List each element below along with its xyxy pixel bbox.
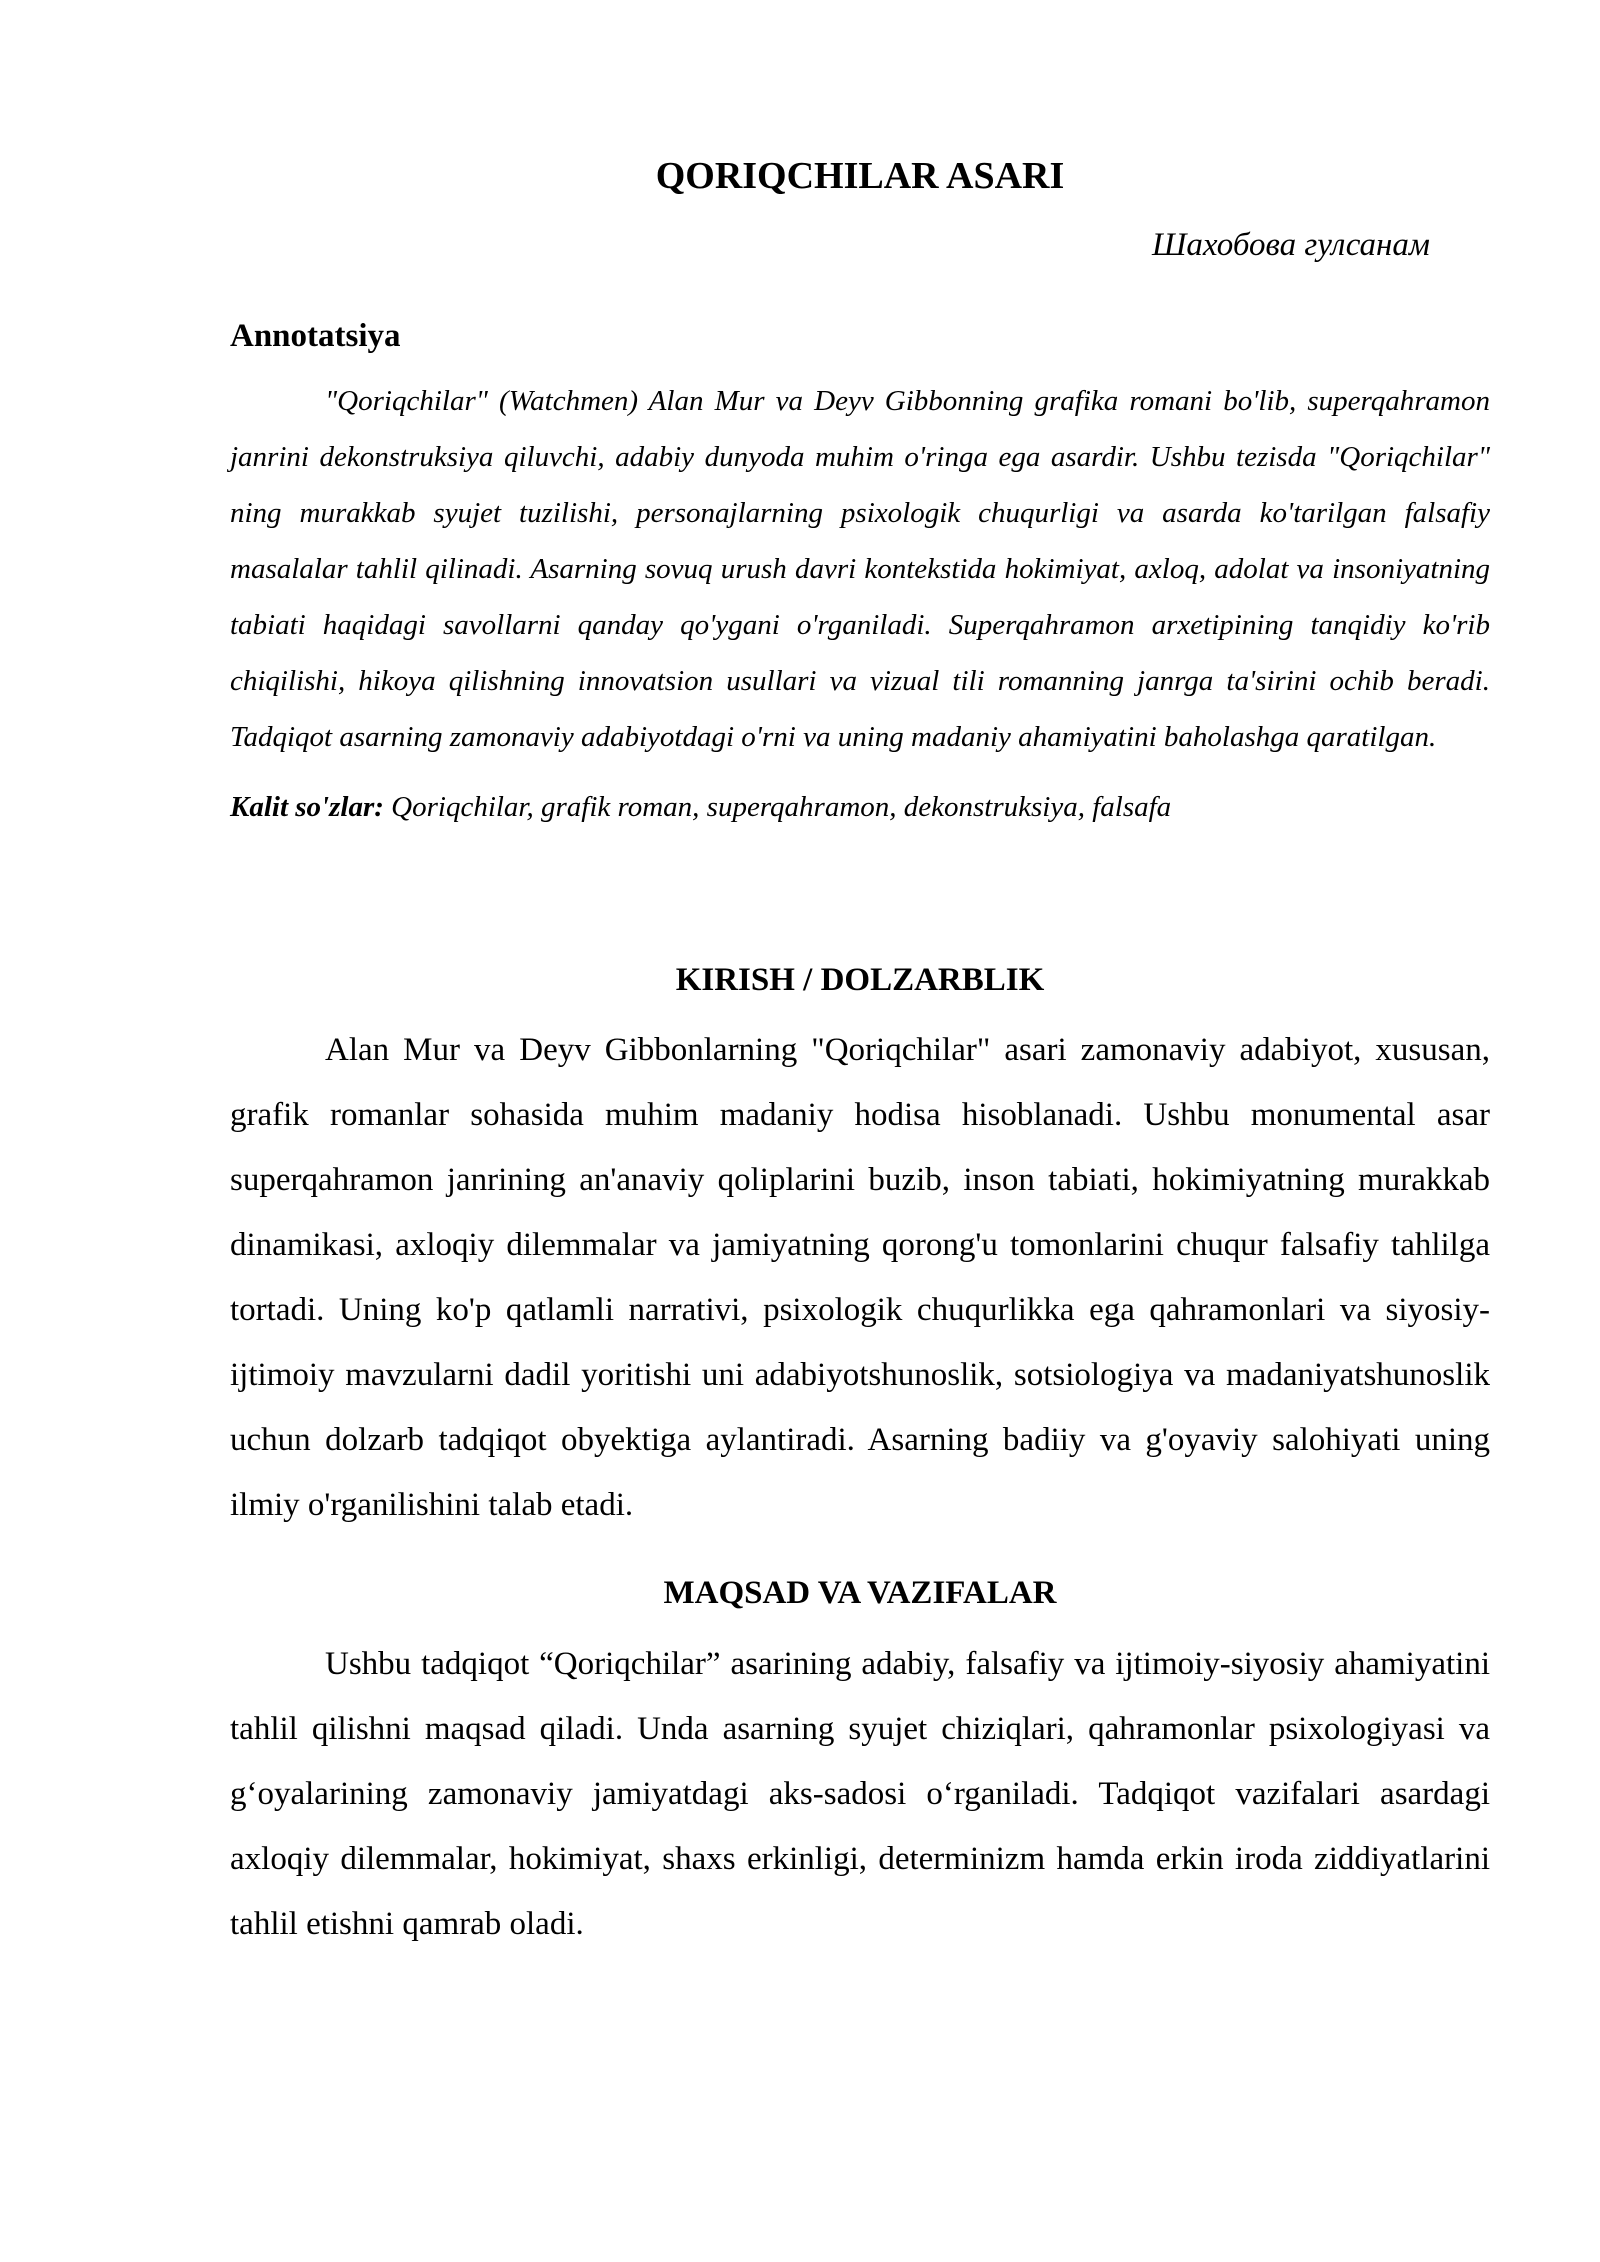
keywords-line xyxy=(230,779,1490,835)
section-text-introduction: Alan Mur va Deyv Gibbonlarning "Qoriqchilar" asari zamonaviy adabiyot, xususan, grafik romanlar sohasida muhim madaniy hodisa hisoblanadi. Ushbu monumental asar superqahramon janrining an'anaviy qoliplarini buzib, inson tabiati, hokimiyatning murakkab dinamikasi, axloqiy dilemmalar va jamiyatning qorong'u tomonlarini chuqur falsafiy tahlilga tortadi. Uning ko'p qatlamli narrativi, psixologik chuqurlikka ega qahramonlari va siyosiy-ijtimoiy mavzularni dadil yoritishi uni adabiyotshunoslik, sotsiologiya va madaniyatshunoslik uchun dolzarb tadqiqot obyektiga aylantiradi. Asarning badiiy va g'oyaviy salohiyati uning ilmiy o'rganilishini talab etadi. xyxy=(230,1032,1490,1524)
section-text-goals: Ushbu tadqiqot “Qoriqchilar” asarining adabiy, falsafiy va ijtimoiy-siyosiy ahamiyatini tahlil qilishni maqsad qiladi. Unda asarning syujet chiziqlari, qahramonlar psixologiyasi va g‘oyalarining zamonaviy jamiyatdagi aks-sadosi o‘rganiladi. Tadqiqot vazifalari asardagi axloqiy dilemmalar, hokimiyat, shaxs erkinligi, determinizm hamda erkin iroda ziddiyatlarini tahlil etishni qamrab oladi. xyxy=(230,1645,1490,1942)
section-heading-goals: MAQSAD VA VAZIFALAR xyxy=(663,1575,1057,1612)
annotation-heading: Annotatsiya xyxy=(230,318,401,355)
annotation-text: "Qoriqchilar" (Watchmen) Alan Mur va Deyv Gibbonning grafika romani bo'lib, superqahramon janrini dekonstruksiya qiluvchi, adabiy dunyoda muhim o'ringa ega asardir. Ushbu tezisda "Qoriqchilar" ning murakkab syujet tuzilishi, personajlarning psixologik chuqurligi va asarda ko'tarilgan falsafiy masalalar tahlil qilinadi. Asarning sovuq urush davri kontekstida hokimiyat, axloq, adolat va insoniyatning tabiati haqidagi savollarni qanday qo'ygani o'rganiladi. Superqahramon arxetipining tanqidiy ko'rib chiqilishi, hikoya qilishning innovatsion usullari va vizual tili romanning janrga ta'sirini ochib beradi. Tadqiqot asarning zamonaviy adabiyotdagi o'rni va uning madaniy ahamiyatini baholashga qaratilgan. xyxy=(230,384,1490,753)
keywords-label: Kalit so'zlar: xyxy=(230,790,384,823)
document-title: QORIQCHILAR ASARI xyxy=(655,155,1065,197)
author-name: Шахобова гулсанам xyxy=(1152,226,1430,263)
section-heading-introduction: KIRISH / DOLZARBLIK xyxy=(675,961,1045,998)
keywords-value: Qoriqchilar, grafik roman, superqahramon, dekonstruksiya, falsafa xyxy=(383,790,1172,823)
